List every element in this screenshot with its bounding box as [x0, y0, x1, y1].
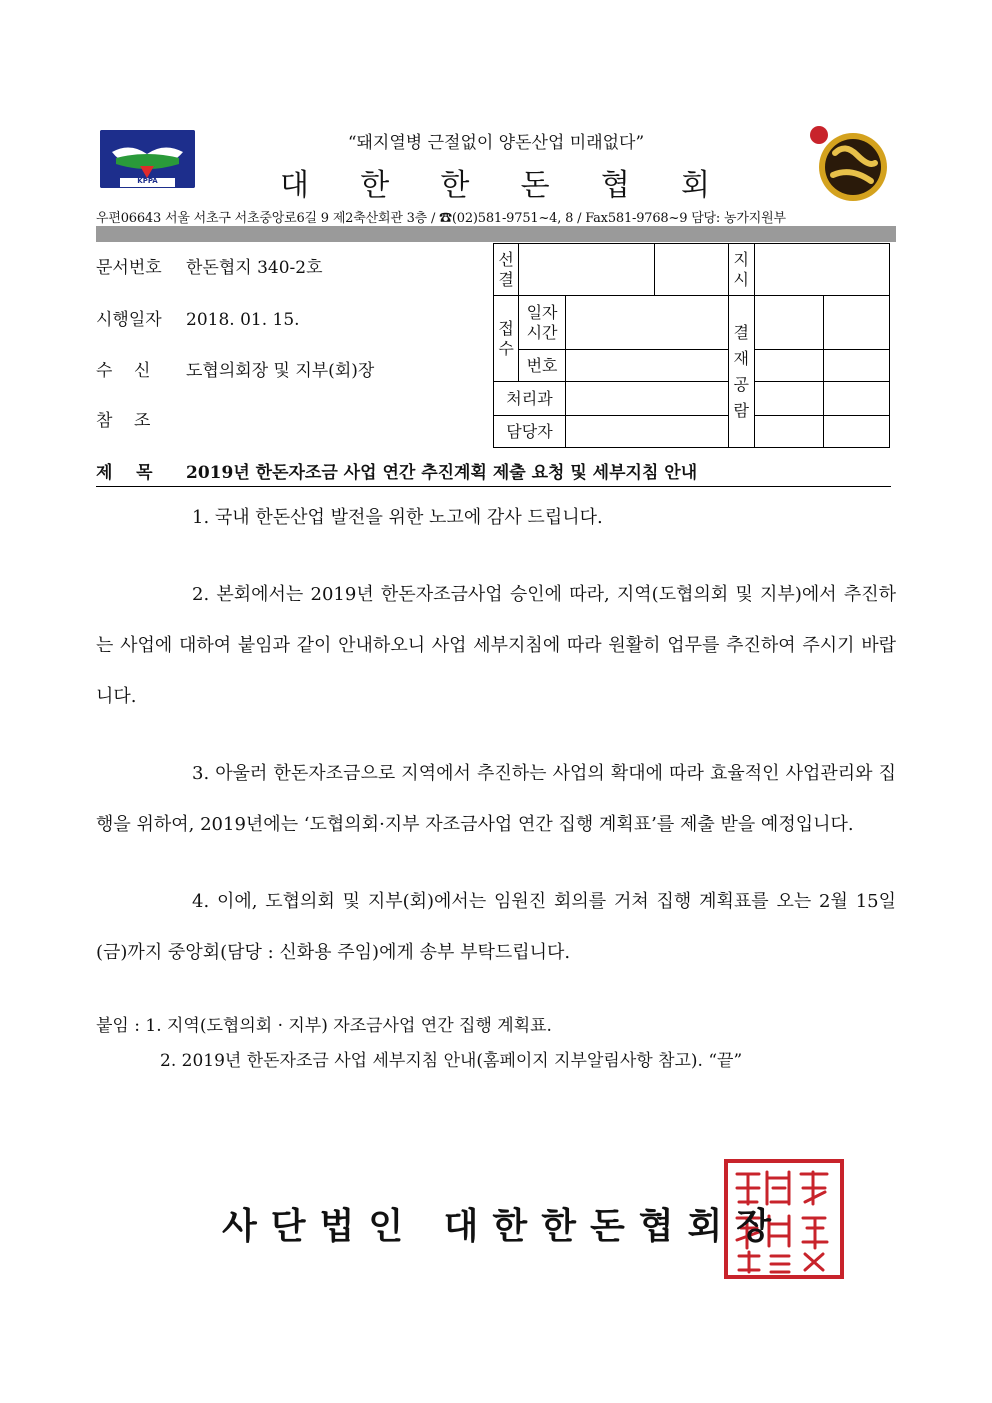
org-char: 협 — [600, 168, 630, 203]
sungyeol-label: 선결 — [494, 244, 519, 296]
address-line: 우편06643 서울 서초구 서초중앙로6길 9 제2축산회관 3층 / ☎(02)581-9751~4, 8 / Fax581-9768~9 담당: 농가지원부 — [96, 211, 786, 226]
sungyeol-cell — [519, 244, 655, 296]
issue-date: 시행일자 2018. 01. 15. — [96, 310, 300, 330]
gyeoljae-cell — [754, 296, 823, 350]
approval-box — [493, 243, 890, 448]
org-char: 회 — [681, 168, 710, 203]
beonho-cell — [565, 350, 728, 382]
gyeoljae-cell — [823, 350, 889, 382]
sungyeol-cell-2 — [655, 244, 728, 296]
org-char: 한 — [360, 168, 390, 203]
subject-line: 제 목 2019년 한돈자조금 사업 연간 추진계획 제출 요청 및 세부지침 안내 — [96, 458, 891, 487]
damdangja-label: 담당자 — [494, 416, 566, 448]
paragraph-3: 3. 아울러 한돈자조금으로 지역에서 추진하는 사업의 확대에 따라 효율적인 사업관리와 집행을 위하여, 2019년에는 ‘도협의회·지부 자조금사업 연간 집행 계획표’를 제출 받을 예정입니다. — [96, 763, 896, 835]
gyeoljae-cell — [823, 296, 889, 350]
doc-number: 문서번호 한돈협지 340-2호 — [96, 258, 323, 278]
org-name — [280, 160, 710, 204]
gyeoljae-label: 결재공람 — [728, 296, 754, 448]
cheorigwa-cell — [565, 382, 728, 416]
gyeoljae-cell — [823, 382, 889, 416]
attachment-1: 붙임 : 1. 지역(도협의회 · 지부) 자조금사업 연간 집행 계획표. — [96, 1016, 552, 1036]
paragraph-1: 1. 국내 한돈산업 발전을 위한 노고에 감사 드립니다. — [192, 507, 603, 528]
signature: 사단법인 대한한돈협회장 — [222, 1205, 786, 1247]
gyeoljae-cell — [754, 350, 823, 382]
beonho-label: 번호 — [519, 350, 566, 382]
attachment-2: 2. 2019년 한돈자조금 사업 세부지침 안내(홈페이지 지부알림사항 참고). “끝” — [160, 1051, 743, 1071]
jeopsu-label: 접수 — [494, 296, 519, 382]
jisi-cell — [754, 244, 889, 296]
body-paragraphs — [96, 492, 896, 978]
header-divider — [96, 226, 896, 242]
paragraph-4: 4. 이에, 도협의회 및 지부(회)에서는 임원진 회의를 거쳐 집행 계획표를 오는 2월 15일(금)까지 중앙회(담당 : 신화용 주임)에게 송부 부탁드립니다. — [96, 891, 896, 963]
ilja-sigan-cell — [565, 296, 728, 350]
logo-caption: KPPA — [137, 177, 158, 185]
org-char: 한 — [440, 168, 470, 203]
gyeoljae-cell — [754, 416, 823, 448]
gyeoljae-cell — [754, 382, 823, 416]
paragraph-2: 2. 본회에서는 2019년 한돈자조금사업 승인에 따라, 지역(도협의회 및 지부)에서 추진하는 사업에 대하여 붙임과 같이 안내하오니 사업 세부지침에 따라 원활히 업무를 추진하여 주시기 바랍니다. — [96, 584, 896, 707]
org-char: 돈 — [520, 168, 550, 203]
reference: 참 조 — [96, 411, 151, 431]
damdangja-cell — [565, 416, 728, 448]
handon-logo — [805, 123, 890, 203]
org-char: 대 — [280, 168, 309, 203]
jisi-label: 지시 — [728, 244, 754, 296]
recipient: 수 신 도협의회장 및 지부(회)장 — [96, 361, 375, 381]
cheorigwa-label: 처리과 — [494, 382, 566, 416]
ilja-sigan-label: 일자시간 — [519, 296, 566, 350]
slogan: “돼지열병 근절없이 양돈산업 미래없다” — [347, 133, 645, 153]
gyeoljae-cell — [823, 416, 889, 448]
